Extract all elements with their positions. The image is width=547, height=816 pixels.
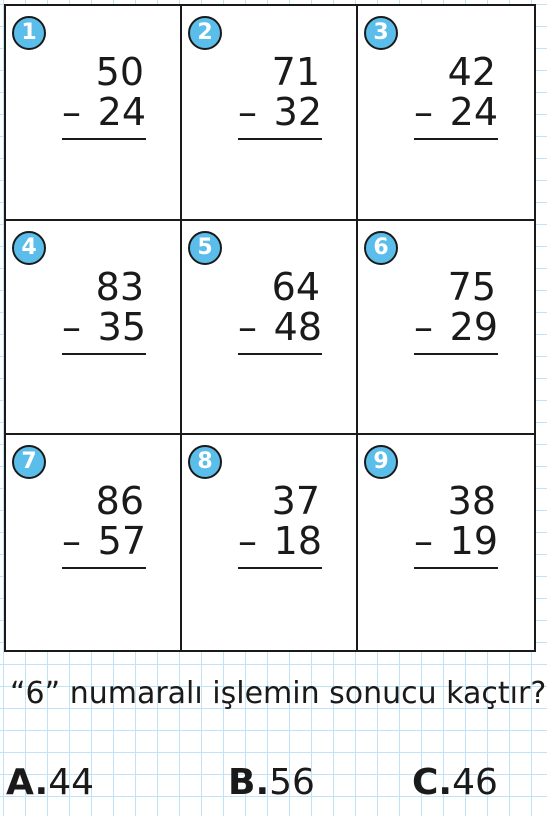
option-letter: C. <box>412 762 453 803</box>
answer-line <box>62 567 146 569</box>
problem-number-badge: 6 <box>364 231 398 265</box>
subtrahend-row <box>238 304 322 349</box>
subtraction-problem <box>62 264 146 355</box>
minus-sign: – <box>62 90 81 134</box>
problem-grid <box>4 4 536 652</box>
minus-sign: – <box>238 90 257 134</box>
minuend: 86 <box>95 479 144 524</box>
problem-cell-2 <box>182 6 358 221</box>
subtrahend: 19 <box>449 519 498 564</box>
subtrahend: 24 <box>97 90 146 134</box>
minuend: 71 <box>271 50 320 94</box>
subtrahend-row <box>414 92 498 132</box>
subtrahend-row <box>62 92 146 132</box>
subtrahend: 18 <box>273 519 322 564</box>
problem-cell-1 <box>6 6 182 221</box>
minuend: 37 <box>271 479 320 524</box>
answer-options <box>0 762 547 812</box>
subtrahend-row <box>238 92 322 132</box>
answer-line <box>238 353 322 355</box>
answer-line <box>414 138 498 140</box>
problem-cell-7 <box>6 435 182 650</box>
subtrahend-row <box>62 304 146 349</box>
subtraction-problem <box>62 481 146 569</box>
problem-number-badge: 5 <box>188 231 222 265</box>
problem-cell-6 <box>358 221 534 436</box>
problem-cell-4 <box>6 221 182 436</box>
subtrahend: 32 <box>273 90 322 134</box>
problem-cell-5 <box>182 221 358 436</box>
answer-line <box>62 353 146 355</box>
answer-line <box>414 567 498 569</box>
minus-sign: – <box>414 90 433 134</box>
option-a[interactable] <box>6 762 94 803</box>
subtrahend: 35 <box>97 304 146 349</box>
minuend: 83 <box>95 264 144 309</box>
option-value: 44 <box>48 762 95 803</box>
subtraction-problem <box>414 264 498 355</box>
problem-number-badge: 4 <box>12 231 46 265</box>
minuend: 42 <box>447 50 496 94</box>
problem-number-badge: 8 <box>188 445 222 479</box>
minus-sign: – <box>62 519 81 564</box>
problem-number-badge: 3 <box>364 16 398 50</box>
subtrahend: 29 <box>449 304 498 349</box>
answer-line <box>62 138 146 140</box>
problem-cell-8 <box>182 435 358 650</box>
option-letter: A. <box>6 762 49 803</box>
subtrahend-row <box>62 519 146 564</box>
option-value: 56 <box>269 762 315 803</box>
option-value: 46 <box>452 762 498 803</box>
subtraction-problem <box>414 52 498 140</box>
problem-cell-9 <box>358 435 534 650</box>
subtraction-problem <box>238 52 322 140</box>
option-b[interactable] <box>228 762 315 803</box>
problem-number-badge: 9 <box>364 445 398 479</box>
minus-sign: – <box>238 519 257 564</box>
minus-sign: – <box>238 304 257 349</box>
option-c[interactable] <box>412 762 498 803</box>
minuend: 75 <box>447 264 496 309</box>
option-letter: B. <box>228 762 270 803</box>
problem-cell-3 <box>358 6 534 221</box>
subtrahend: 48 <box>273 304 322 349</box>
problem-number-badge: 1 <box>12 16 46 50</box>
subtraction-problem <box>62 52 146 140</box>
subtrahend-row <box>238 519 322 564</box>
subtraction-problem <box>238 264 322 355</box>
subtrahend: 57 <box>97 519 146 564</box>
minus-sign: – <box>414 304 433 349</box>
subtraction-problem <box>414 481 498 569</box>
minuend: 64 <box>271 264 320 309</box>
subtrahend: 24 <box>449 90 498 134</box>
minus-sign: – <box>414 519 433 564</box>
minus-sign: – <box>62 304 81 349</box>
subtrahend-row <box>414 304 498 349</box>
minuend: 50 <box>95 50 144 94</box>
subtrahend-row <box>414 519 498 564</box>
problem-number-badge: 7 <box>12 445 46 479</box>
minuend: 38 <box>447 479 496 524</box>
answer-line <box>238 567 322 569</box>
problem-number-badge: 2 <box>188 16 222 50</box>
subtraction-problem <box>238 481 322 569</box>
answer-line <box>238 138 322 140</box>
answer-line <box>414 353 498 355</box>
question-text: “6” numaralı işlemin sonucu kaçtır? <box>10 676 547 711</box>
